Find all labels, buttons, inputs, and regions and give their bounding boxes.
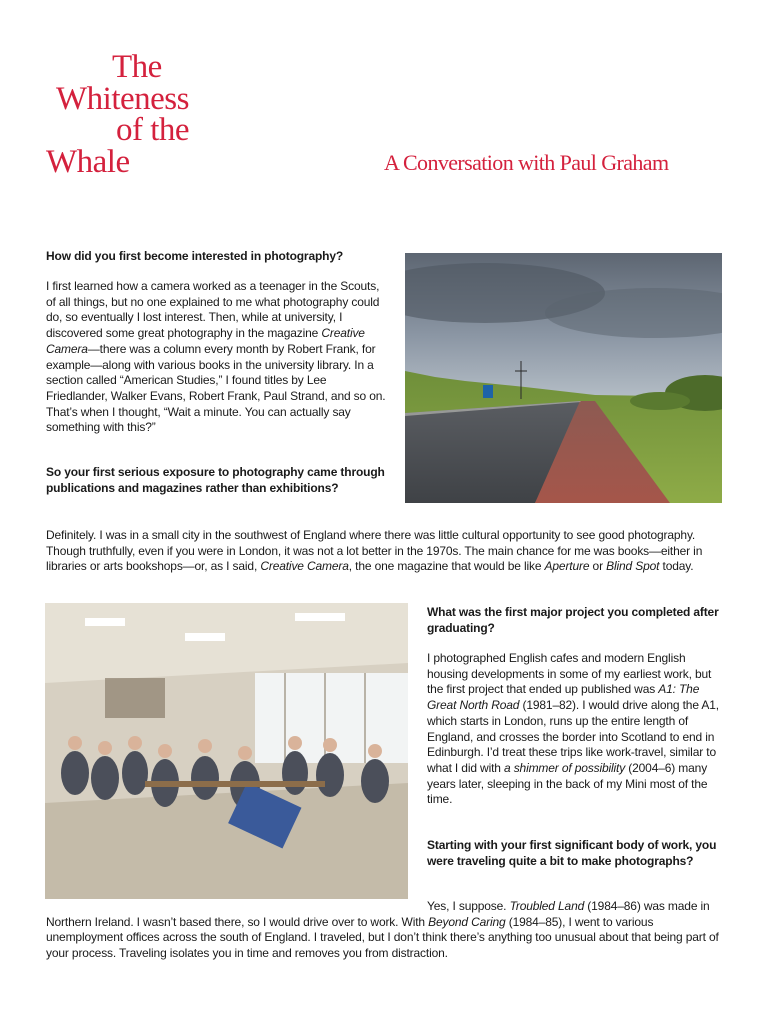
- article-title: [46, 49, 190, 180]
- waiting-room-photo: [45, 603, 408, 899]
- question-2: So your first serious exposure to photography came through publications and magazines rather than exhibitions?: [46, 465, 385, 495]
- title-line: Whiteness: [56, 80, 189, 117]
- road-landscape-photo: [405, 253, 722, 503]
- answer-4: Yes, I suppose. Troubled Land (1984–86) was made in Northern Ireland. I wasn’t based there, so I would drive over to work. With Beyond Caring (1984–85), I went to various unemployment offices across the south of England. I traveled, but I don’t think there’s anything too unusual about that being part of your process. Traveling isolates you in time and removes you from distraction.: [46, 899, 719, 961]
- answer-1: I first learned how a camera worked as a teenager in the Scouts, of all things, but no one explained to me what photography could do, so eventually I lost interest. Then, while at university, I discovered some great photography in the magazine Creative Camera—there was a column every month by Robert Frank, for example—along with various books in the university library. In a section called “American Studies,” I found titles by Lee Friedlander, Walker Evans, Robert Frank, Paul Strand, and so on. That’s when I thought, “Wait a minute. You can actually say something with this?”: [46, 279, 386, 435]
- title-line: Whale: [46, 143, 130, 180]
- title-line: The: [112, 49, 162, 85]
- question-4: Starting with your first significant body of work, you were traveling quite a bit to make photographs?: [427, 838, 717, 868]
- question-3: What was the first major project you completed after graduating?: [427, 605, 719, 635]
- answer-2: Definitely. I was in a small city in the southwest of England where there was little cultural opportunity to see good photography. Though truthfully, even if you were in London, it was not a lot better in the 1970s. The main chance for me was books—either in libraries or arts bookshops—or, as I said, Creative Camera, the one magazine that would be like Aperture or Blind Spot today.: [46, 528, 703, 574]
- answer-3: I photographed English cafes and modern English housing developments in some of my earliest work, but the first project that ended up published was A1: The Great North Road (1981–82). I would drive along the A1, which starts in London, runs up the entire length of England, and crosses the border into Scotland to end in Edinburgh. I’d treat these trips like work-travel, similar to what I did with a shimmer of possibility (2004–6) many years later, sleeping in the back of my Mini most of the time.: [427, 651, 719, 807]
- article-subtitle: A Conversation with Paul Graham: [384, 150, 669, 175]
- title-line: of the: [116, 112, 190, 148]
- question-1: How did you first become interested in photography?: [46, 249, 344, 263]
